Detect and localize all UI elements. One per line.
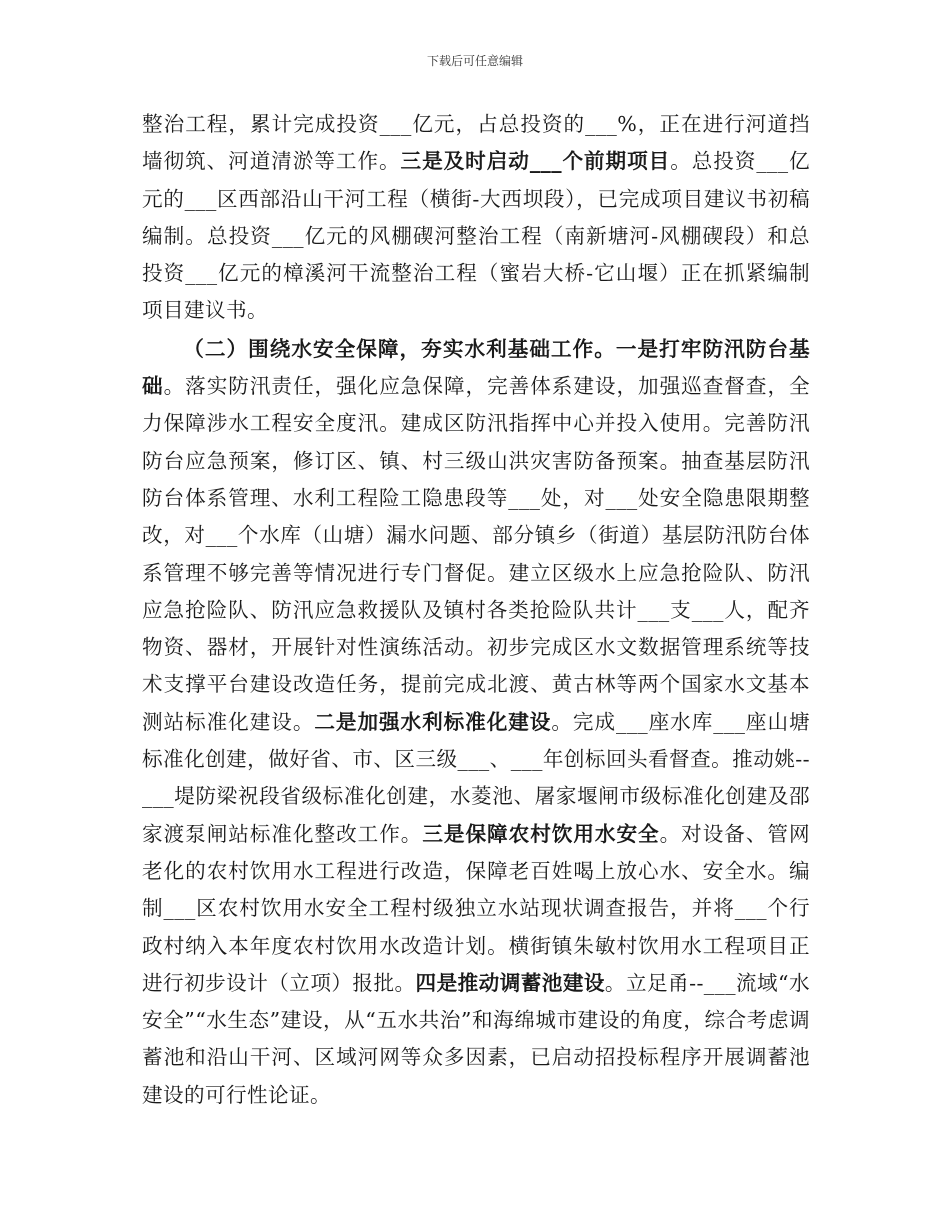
page-header: 下载后可任意编辑 [426,54,523,68]
bold-heading: 三是保障农村饮用水安全 [422,821,660,846]
paragraph-2 [142,331,810,1114]
text-segment: 。立足甬--___流域“水安全”“水生态”建设，从“五水共治”和海绵城市建设的角度，综合考虑调蓄池和沿山干河、区域河网等众多因素，已启动招投标程序开展调蓄池建设的可行性论证。 [142,970,810,1107]
document-body [142,106,810,1114]
text-segment: 。对设备、管网老化的农村饮用水工程进行改造，保障老百姓喝上放心水、安全水。编制___区农村饮用水安全工程村级独立水站现状调查报告，并将___个行政村纳入本年度农村饮用水改造计划。横街镇朱敏村饮用水工程项目正进行初步设计（立项）报批。 [142,821,810,995]
text-segment: 整治工程，累计完成投资___亿元，占总投资的___%，正在进行河道挡墙彻筑、河道清淤等工作。 [142,112,810,174]
bold-heading: 二是加强水利标准化建设 [314,709,552,734]
bold-heading: 四是推动调蓄池建设 [415,970,605,995]
text-segment: 。总投资___亿元的___区西部沿山干河工程（横街-大西坝段），已完成项目建议书初稿编制。总投资___亿元的风棚碶河整治工程（南新塘河-风棚碶段）和总投资___亿元的樟溪河干流整治工程（蜜岩大桥-它山堰）正在抓紧编制项目建议书。 [142,149,810,323]
paragraph-1 [142,106,810,330]
text-segment: 。完成___座水库___座山塘标准化创建，做好省、市、区三级___、___年创标回头看督查。推动姚--___堤防梁祝段省级标准化创建，水菱池、屠家堰闸市级标准化创建及邵家渡泵闸站标准化整改工作。 [142,709,810,846]
bold-heading: 三是及时启动___个前期项目 [400,149,671,174]
text-segment: 。落实防汛责任，强化应急保障，完善体系建设，加强巡查督查，全力保障涉水工程安全度汛。建成区防汛指挥中心并投入使用。完善防汛防台应急预案，修订区、镇、村三级山洪灾害防备预案。抽查基层防汛防台体系管理、水利工程险工隐患段等___处，对___处安全隐患限期整改，对___个水库（山塘）漏水问题、部分镇乡（街道）基层防汛防台体系管理不够完善等情况进行专门督促。建立区级水上应急抢险队、防汛应急抢险队、防汛应急救援队及镇村各类抢险队共计___支___人，配齐物资、器材，开展针对性演练活动。初步完成区水文数据管理系统等技术支撑平台建设改造任务，提前完成北渡、黄古林等两个国家水文基本测站标准化建设。 [142,374,811,734]
section-heading: （二）围绕水安全保障，夯实水利基础工作。一是打牢防汛防台基础 [142,336,810,399]
